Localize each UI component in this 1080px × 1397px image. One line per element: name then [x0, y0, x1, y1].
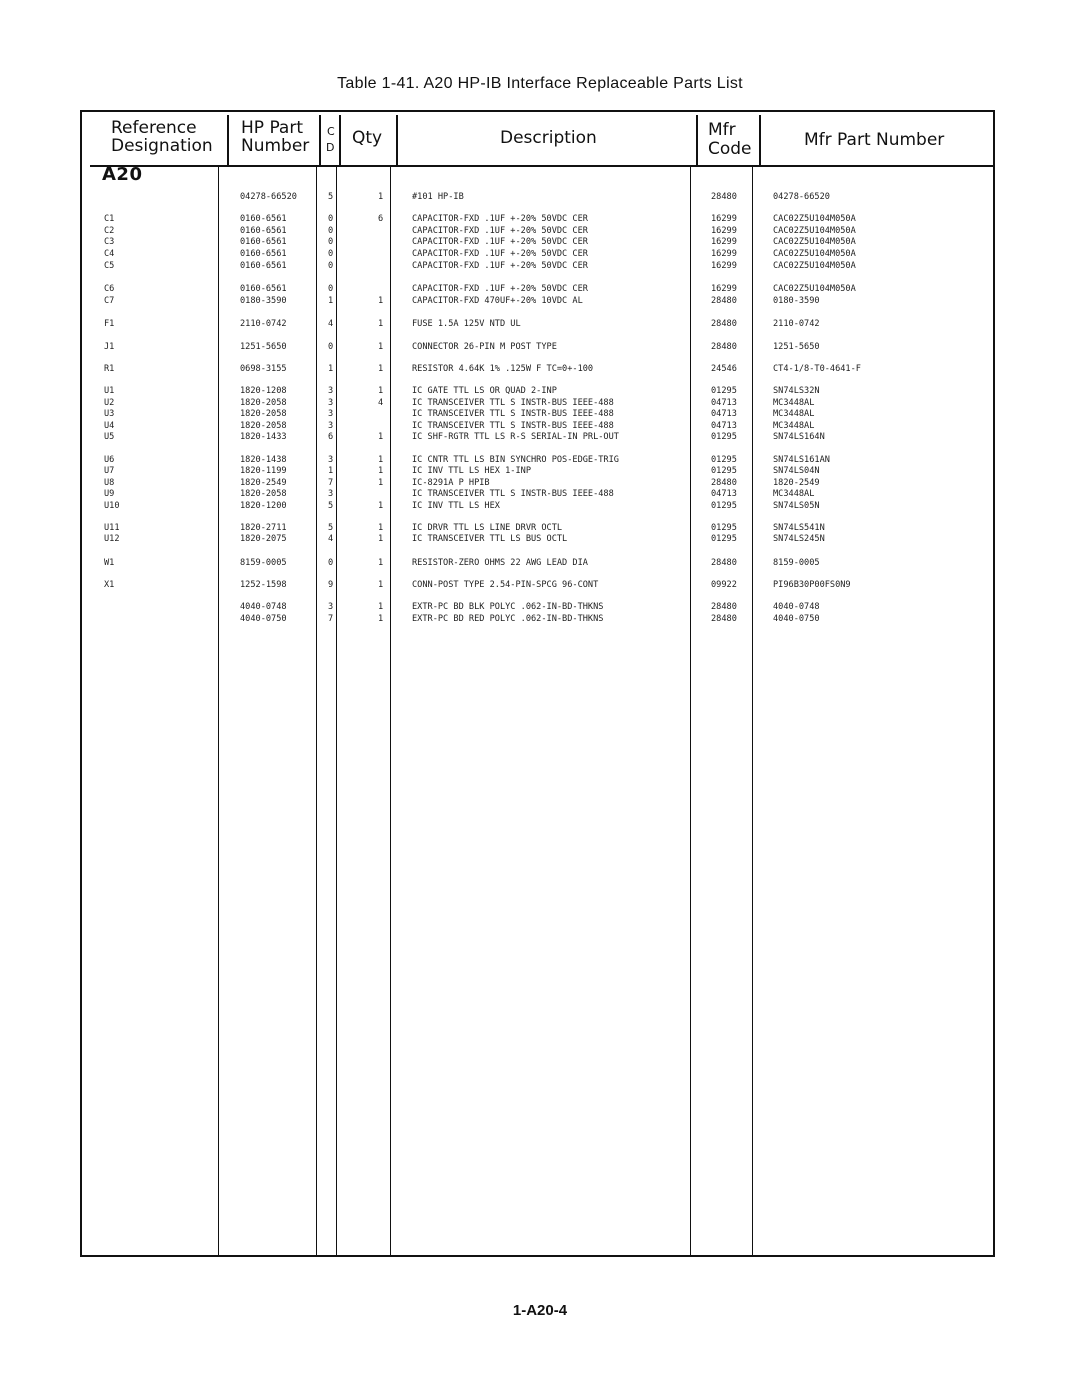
cell-mfr-part-number: CAC02Z5U104M050A	[773, 284, 856, 294]
cell-hp-part: 04278-66520	[240, 192, 297, 202]
cell-description: CAPACITOR-FXD 470UF+-20% 10VDC AL	[412, 296, 583, 306]
divider-code-mpn	[752, 165, 753, 1257]
cell-mfr-part-number: MC3448AL	[773, 489, 815, 499]
cell-reference: C2	[104, 226, 115, 236]
cell-reference: R1	[104, 364, 115, 374]
cell-mfr-part-number: 1820-2549	[773, 478, 820, 488]
cell-hp-part: 0160-6561	[240, 214, 287, 224]
cell-hp-part: 8159-0005	[240, 558, 287, 568]
cell-description: FUSE 1.5A 125V NTD UL	[412, 319, 521, 329]
cell-cd: 3	[328, 489, 334, 499]
cell-description: CONN-POST TYPE 2.54-PIN-SPCG 96-CONT	[412, 580, 599, 590]
cell-hp-part: 1820-1438	[240, 455, 287, 465]
cell-qty: 1	[378, 558, 384, 568]
cell-mfr-part-number: CT4-1/8-T0-4641-F	[773, 364, 861, 374]
cell-reference: U10	[104, 501, 120, 511]
cell-hp-part: 1820-2058	[240, 409, 287, 419]
cell-mfr-part-number: MC3448AL	[773, 398, 815, 408]
header-mfr-part-number: Mfr Part Number	[804, 130, 945, 150]
cell-cd: 4	[328, 534, 334, 544]
cell-description: CAPACITOR-FXD .1UF +-20% 50VDC CER	[412, 226, 588, 236]
cell-description: CONNECTOR 26-PIN M POST TYPE	[412, 342, 557, 352]
cell-hp-part: 1820-1208	[240, 386, 287, 396]
cell-qty: 1	[378, 192, 384, 202]
cell-mfr-code: 28480	[711, 602, 737, 612]
header-cd-line1: C	[327, 125, 335, 138]
cell-description: IC INV TTL LS HEX	[412, 501, 500, 511]
cell-cd: 7	[328, 478, 334, 488]
cell-qty: 1	[378, 364, 384, 374]
cell-mfr-part-number: SN74LS05N	[773, 501, 820, 511]
cell-hp-part: 1820-2549	[240, 478, 287, 488]
cell-description: IC CNTR TTL LS BIN SYNCHRO POS-EDGE-TRIG	[412, 455, 619, 465]
cell-hp-part: 0160-6561	[240, 284, 287, 294]
cell-hp-part: 0180-3590	[240, 296, 287, 306]
cell-reference: C1	[104, 214, 115, 224]
cell-mfr-part-number: PI96B30P00FS0N9	[773, 580, 851, 590]
cell-qty: 1	[378, 296, 384, 306]
cell-mfr-part-number: SN74LS541N	[773, 523, 825, 533]
cell-mfr-code: 28480	[711, 558, 737, 568]
cell-mfr-code: 01295	[711, 534, 737, 544]
cell-cd: 5	[328, 192, 334, 202]
cell-reference: U3	[104, 409, 115, 419]
cell-reference: C5	[104, 261, 115, 271]
cell-description: CAPACITOR-FXD .1UF +-20% 50VDC CER	[412, 237, 588, 247]
cell-hp-part: 0160-6561	[240, 249, 287, 259]
header-cd-line2: D	[326, 141, 335, 154]
cell-reference: J1	[104, 342, 115, 352]
cell-cd: 3	[328, 386, 334, 396]
cell-mfr-code: 09922	[711, 580, 737, 590]
cell-mfr-code: 01295	[711, 432, 737, 442]
cell-description: #101 HP-IB	[412, 192, 464, 202]
cell-mfr-part-number: CAC02Z5U104M050A	[773, 261, 856, 271]
cell-mfr-code: 28480	[711, 296, 737, 306]
cell-mfr-part-number: CAC02Z5U104M050A	[773, 226, 856, 236]
cell-description: IC TRANSCEIVER TTL S INSTR-BUS IEEE-488	[412, 409, 614, 419]
cell-description: IC GATE TTL LS OR QUAD 2-INP	[412, 386, 557, 396]
cell-qty: 1	[378, 432, 384, 442]
cell-mfr-code: 16299	[711, 237, 737, 247]
cell-mfr-part-number: 8159-0005	[773, 558, 820, 568]
cell-cd: 1	[328, 296, 334, 306]
cell-hp-part: 1820-1433	[240, 432, 287, 442]
cell-mfr-code: 04713	[711, 421, 737, 431]
cell-description: IC TRANSCEIVER TTL S INSTR-BUS IEEE-488	[412, 398, 614, 408]
cell-qty: 1	[378, 466, 384, 476]
cell-mfr-part-number: CAC02Z5U104M050A	[773, 214, 856, 224]
cell-reference: U8	[104, 478, 115, 488]
cell-qty: 1	[378, 342, 384, 352]
cell-mfr-part-number: CAC02Z5U104M050A	[773, 249, 856, 259]
cell-hp-part: 1251-5650	[240, 342, 287, 352]
cell-reference: U1	[104, 386, 115, 396]
cell-mfr-code: 01295	[711, 501, 737, 511]
header-hp-part-line1: HP Part	[241, 118, 303, 138]
cell-qty: 1	[378, 534, 384, 544]
cell-cd: 1	[328, 466, 334, 476]
cell-reference: X1	[104, 580, 115, 590]
cell-cd: 0	[328, 342, 334, 352]
header-qty: Qty	[352, 128, 383, 148]
cell-qty: 1	[378, 523, 384, 533]
page-number: 1-A20-4	[512, 1302, 568, 1319]
cell-cd: 9	[328, 580, 334, 590]
cell-description: CAPACITOR-FXD .1UF +-20% 50VDC CER	[412, 261, 588, 271]
cell-mfr-code: 01295	[711, 386, 737, 396]
cell-mfr-code: 28480	[711, 478, 737, 488]
cell-description: IC TRANSCEIVER TTL S INSTR-BUS IEEE-488	[412, 421, 614, 431]
cell-qty: 1	[378, 455, 384, 465]
header-hp-part-cell	[229, 115, 321, 167]
cell-cd: 0	[328, 237, 334, 247]
cell-hp-part: 1820-1200	[240, 501, 287, 511]
cell-reference: C7	[104, 296, 115, 306]
header-description-cell	[398, 115, 698, 167]
header-qty-cell	[341, 115, 398, 167]
cell-reference: F1	[104, 319, 115, 329]
cell-mfr-code: 28480	[711, 342, 737, 352]
divider-ref-hp	[218, 165, 219, 1257]
cell-hp-part: 0698-3155	[240, 364, 287, 374]
cell-qty: 4	[378, 398, 384, 408]
cell-qty: 1	[378, 386, 384, 396]
cell-qty: 1	[378, 501, 384, 511]
cell-mfr-code: 16299	[711, 214, 737, 224]
cell-reference: C4	[104, 249, 115, 259]
cell-cd: 3	[328, 421, 334, 431]
header-reference-line1: Reference	[111, 118, 197, 138]
cell-reference: U4	[104, 421, 115, 431]
cell-cd: 0	[328, 558, 334, 568]
cell-description: RESISTOR-ZERO OHMS 22 AWG LEAD DIA	[412, 558, 588, 568]
cell-reference: C6	[104, 284, 115, 294]
cell-hp-part: 0160-6561	[240, 226, 287, 236]
cell-description: IC TRANSCEIVER TTL S INSTR-BUS IEEE-488	[412, 489, 614, 499]
header-mfr-code-cell	[698, 115, 761, 167]
cell-hp-part: 2110-0742	[240, 319, 287, 329]
cell-hp-part: 4040-0750	[240, 614, 287, 624]
cell-cd: 4	[328, 319, 334, 329]
cell-mfr-part-number: MC3448AL	[773, 421, 815, 431]
cell-cd: 3	[328, 398, 334, 408]
cell-mfr-code: 04713	[711, 489, 737, 499]
cell-qty: 1	[378, 614, 384, 624]
cell-description: IC TRANSCEIVER TTL LS BUS OCTL	[412, 534, 568, 544]
cell-reference: U12	[104, 534, 120, 544]
cell-cd: 0	[328, 284, 334, 294]
divider-cd-qty	[336, 165, 337, 1257]
cell-hp-part: 4040-0748	[240, 602, 287, 612]
cell-qty: 1	[378, 580, 384, 590]
cell-description: EXTR-PC BD BLK POLYC .062-IN-BD-THKNS	[412, 602, 604, 612]
cell-mfr-part-number: SN74LS32N	[773, 386, 820, 396]
cell-cd: 7	[328, 614, 334, 624]
cell-mfr-code: 24546	[711, 364, 737, 374]
cell-description: CAPACITOR-FXD .1UF +-20% 50VDC CER	[412, 214, 588, 224]
cell-qty: 1	[378, 602, 384, 612]
cell-cd: 1	[328, 364, 334, 374]
header-cd-cell	[321, 115, 341, 167]
cell-description: EXTR-PC BD RED POLYC .062-IN-BD-THKNS	[412, 614, 604, 624]
cell-mfr-part-number: 2110-0742	[773, 319, 820, 329]
cell-hp-part: 1820-1199	[240, 466, 287, 476]
divider-desc-code	[690, 165, 691, 1257]
cell-hp-part: 1252-1598	[240, 580, 287, 590]
cell-cd: 5	[328, 523, 334, 533]
cell-reference: U9	[104, 489, 115, 499]
cell-hp-part: 1820-2711	[240, 523, 287, 533]
cell-mfr-code: 01295	[711, 455, 737, 465]
cell-description: IC SHF-RGTR TTL LS R-S SERIAL-IN PRL-OUT	[412, 432, 619, 442]
cell-mfr-part-number: 1251-5650	[773, 342, 820, 352]
header-mfr-part-number-cell	[761, 115, 995, 167]
cell-mfr-code: 28480	[711, 319, 737, 329]
cell-cd: 0	[328, 261, 334, 271]
cell-reference: U2	[104, 398, 115, 408]
cell-mfr-part-number: SN74LS04N	[773, 466, 820, 476]
cell-hp-part: 1820-2075	[240, 534, 287, 544]
header-hp-part-line2: Number	[241, 136, 310, 156]
divider-hp-cd	[316, 165, 317, 1257]
cell-mfr-part-number: 04278-66520	[773, 192, 830, 202]
cell-description: IC DRVR TTL LS LINE DRVR OCTL	[412, 523, 563, 533]
cell-hp-part: 1820-2058	[240, 489, 287, 499]
cell-mfr-code: 16299	[711, 261, 737, 271]
cell-qty: 6	[378, 214, 384, 224]
table-title: Table 1-41. A20 HP-IB Interface Replaceable Parts List	[337, 75, 743, 92]
cell-hp-part: 1820-2058	[240, 398, 287, 408]
cell-cd: 3	[328, 455, 334, 465]
section-label-a20: A20	[102, 164, 143, 185]
cell-mfr-code: 04713	[711, 398, 737, 408]
cell-description: IC-8291A P HPIB	[412, 478, 490, 488]
cell-reference: U5	[104, 432, 115, 442]
cell-mfr-code: 01295	[711, 523, 737, 533]
cell-qty: 1	[378, 478, 384, 488]
header-description: Description	[500, 128, 597, 148]
cell-cd: 3	[328, 409, 334, 419]
cell-reference: W1	[104, 558, 115, 568]
cell-mfr-code: 28480	[711, 192, 737, 202]
cell-reference: U11	[104, 523, 120, 533]
cell-mfr-code: 16299	[711, 284, 737, 294]
cell-hp-part: 0160-6561	[240, 261, 287, 271]
cell-hp-part: 0160-6561	[240, 237, 287, 247]
cell-mfr-part-number: MC3448AL	[773, 409, 815, 419]
cell-reference: U6	[104, 455, 115, 465]
cell-cd: 0	[328, 249, 334, 259]
cell-reference: C3	[104, 237, 115, 247]
cell-mfr-part-number: SN74LS245N	[773, 534, 825, 544]
header-reference-line2: Designation	[111, 136, 213, 156]
cell-mfr-code: 04713	[711, 409, 737, 419]
cell-mfr-part-number: CAC02Z5U104M050A	[773, 237, 856, 247]
cell-cd: 6	[328, 432, 334, 442]
cell-mfr-part-number: 0180-3590	[773, 296, 820, 306]
header-mfr-code-line2: Code	[708, 139, 752, 159]
cell-mfr-part-number: 4040-0748	[773, 602, 820, 612]
cell-mfr-part-number: SN74LS164N	[773, 432, 825, 442]
divider-qty-desc	[390, 165, 391, 1257]
cell-description: CAPACITOR-FXD .1UF +-20% 50VDC CER	[412, 249, 588, 259]
cell-description: RESISTOR 4.64K 1% .125W F TC=0+-100	[412, 364, 594, 374]
header-reference-cell	[90, 115, 229, 167]
cell-description: IC INV TTL LS HEX 1-INP	[412, 466, 531, 476]
cell-cd: 3	[328, 602, 334, 612]
cell-mfr-code: 01295	[711, 466, 737, 476]
cell-mfr-part-number: 4040-0750	[773, 614, 820, 624]
cell-reference: U7	[104, 466, 115, 476]
cell-cd: 5	[328, 501, 334, 511]
cell-cd: 0	[328, 214, 334, 224]
cell-hp-part: 1820-2058	[240, 421, 287, 431]
cell-qty: 1	[378, 319, 384, 329]
header-mfr-code-line1: Mfr	[708, 120, 736, 140]
cell-mfr-code: 16299	[711, 226, 737, 236]
cell-description: CAPACITOR-FXD .1UF +-20% 50VDC CER	[412, 284, 588, 294]
cell-mfr-code: 28480	[711, 614, 737, 624]
cell-mfr-code: 16299	[711, 249, 737, 259]
cell-mfr-part-number: SN74LS161AN	[773, 455, 830, 465]
cell-cd: 0	[328, 226, 334, 236]
